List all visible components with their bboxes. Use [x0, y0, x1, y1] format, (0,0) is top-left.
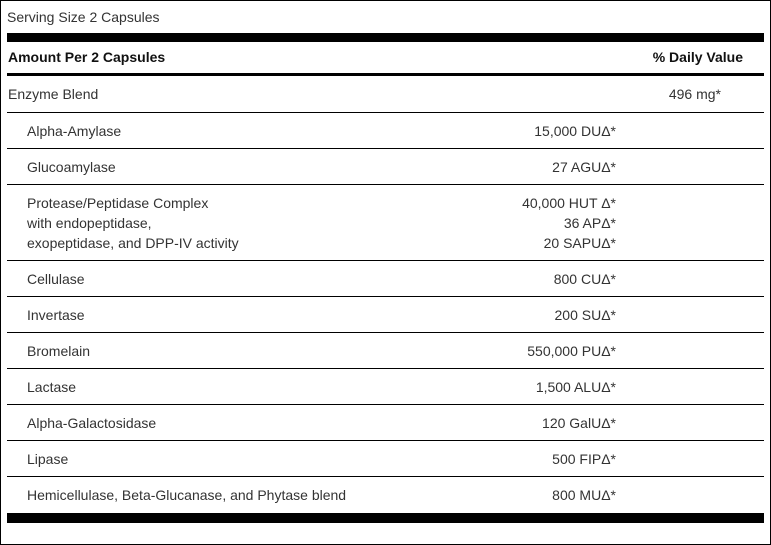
- ingredient-name: Glucoamylase: [27, 159, 116, 175]
- ingredient-name: Alpha-Galactosidase: [27, 415, 157, 431]
- table-row: [7, 185, 764, 261]
- serving-size: Serving Size 2 Capsules: [7, 9, 160, 25]
- table-row: [7, 149, 764, 185]
- top-divider-bar: [7, 33, 764, 42]
- table-row: [7, 333, 764, 369]
- daily-value-header: % Daily Value: [652, 49, 743, 65]
- ingredient-amount: 500 FIPΔ*: [552, 451, 616, 467]
- ingredient-name: [27, 193, 239, 253]
- table-row: [7, 405, 764, 441]
- table-row: [7, 441, 764, 477]
- table-row: [7, 369, 764, 405]
- ingredient-amount: 27 AGUΔ*: [552, 159, 616, 175]
- ingredient-amount: 800 CUΔ*: [553, 271, 616, 287]
- ingredient-name-line: with endopeptidase,: [27, 215, 152, 231]
- ingredient-amount: 15,000 DUΔ*: [534, 123, 616, 139]
- table-row: [7, 261, 764, 297]
- ingredient-amount: 800 MUΔ*: [552, 487, 616, 503]
- ingredient-name-line: Protease/Peptidase Complex: [27, 195, 209, 211]
- ingredient-name: Cellulase: [27, 271, 85, 287]
- ingredient-name: Hemicellulase, Beta-Glucanase, and Phytase blend: [27, 487, 347, 503]
- bottom-divider-bar: [7, 513, 764, 523]
- ingredient-name: Lipase: [27, 451, 69, 467]
- ingredient-name: Alpha-Amylase: [27, 123, 122, 139]
- table-row: [7, 297, 764, 333]
- ingredient-name: Bromelain: [27, 343, 91, 359]
- ingredient-name: Lactase: [27, 379, 77, 395]
- blend-name: Enzyme Blend: [8, 86, 99, 102]
- table-row: [7, 113, 764, 149]
- ingredient-amount: 550,000 PUΔ*: [527, 343, 616, 359]
- blend-row: [7, 76, 764, 113]
- ingredient-name-line: exopeptidase, and DPP-IV activity: [27, 235, 239, 251]
- ingredient-amount-line: 36 APΔ*: [563, 215, 616, 231]
- ingredient-amount: 120 GalUΔ*: [542, 415, 616, 431]
- table-row: [7, 477, 764, 513]
- ingredient-amount: 200 SUΔ*: [554, 307, 616, 323]
- ingredient-amount-line: 40,000 HUT Δ*: [522, 195, 616, 211]
- ingredient-amount: 1,500 ALUΔ*: [535, 379, 616, 395]
- ingredient-amount-line: 20 SAPUΔ*: [543, 235, 616, 251]
- blend-amount: 496 mg*: [668, 86, 721, 102]
- amount-per-serving-header: Amount Per 2 Capsules: [8, 49, 166, 65]
- ingredient-amount: [522, 193, 616, 253]
- ingredient-name: Invertase: [27, 307, 85, 323]
